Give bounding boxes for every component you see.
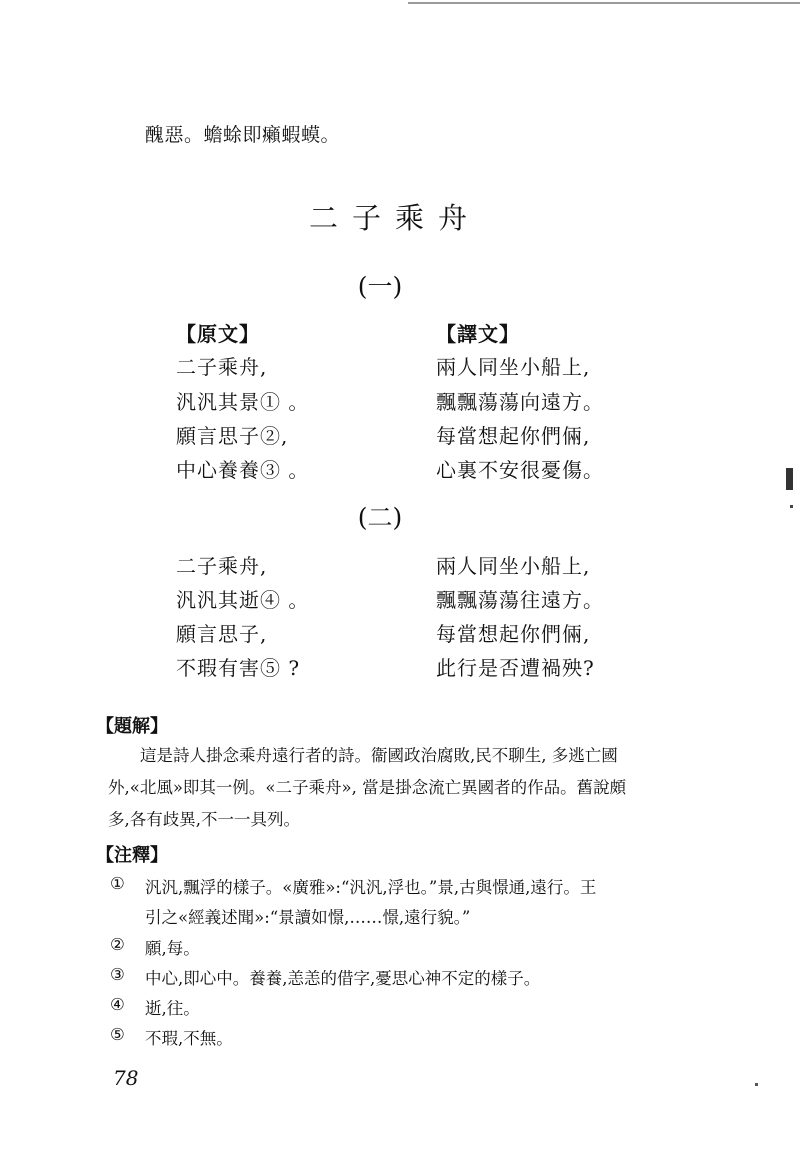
note-number: ⑤ — [110, 1025, 125, 1044]
poem-title: 二子乘舟 — [308, 201, 481, 235]
part2-translation-line: 兩人同坐小船上, — [436, 554, 591, 578]
analysis-line: 這是詩人掛念乘舟遠行者的詩。衞國政治腐敗,民不聊生, 多逃亡國 — [140, 746, 618, 765]
part1-translation-line: 每當想起你們倆, — [436, 424, 591, 448]
note-number: ① — [110, 874, 125, 893]
note-number: ② — [110, 935, 125, 954]
analysis-line: 外,«北風»即其一例。«二子乘舟», 當是掛念流亡異國者的作品。舊說頗 — [108, 778, 627, 797]
part1-translation-line: 飄飄蕩蕩向遠方。 — [436, 390, 604, 414]
note-text: 不瑕,不無。 — [145, 1029, 233, 1048]
part1-translation-line: 兩人同坐小船上, — [436, 355, 591, 379]
top-rule — [408, 2, 800, 4]
part1-original-line: 中心養養③ 。 — [176, 458, 310, 482]
page-number: 78 — [113, 1066, 139, 1090]
part2-original-line: 願言思子, — [176, 622, 268, 646]
part1-original-line: 汎汎其景① 。 — [176, 390, 310, 414]
note-text: 逝,往。 — [145, 999, 200, 1018]
part2-original-line: 汎汎其逝④ 。 — [176, 588, 310, 612]
analysis-heading: 【題解】 — [96, 716, 168, 737]
notes-heading: 【注釋】 — [96, 845, 168, 866]
note-number: ④ — [110, 995, 125, 1014]
note-number: ③ — [110, 965, 125, 984]
part2-original-line: 二子乘舟, — [176, 554, 268, 578]
note-text: 汎汎,飄浮的樣子。«廣雅»:“汎汎,浮也。”景,古與憬通,遠行。王 — [145, 878, 597, 897]
analysis-line: 多,各有歧異,不一一具列。 — [108, 810, 300, 829]
part2-original-line: 不瑕有害⑤ ? — [176, 656, 301, 680]
part1-original-line: 願言思子②, — [176, 424, 289, 448]
part1-translation-line: 心裏不安很憂傷。 — [436, 458, 604, 482]
intro-line: 醜惡。蟾蜍即癩蝦蟆。 — [145, 124, 341, 146]
margin-mark — [786, 468, 793, 490]
note-text: 引之«經義述聞»:“景讀如憬,……憬,遠行貌。” — [145, 908, 471, 927]
part1-label: (一) — [357, 272, 403, 301]
part1-original-line: 二子乘舟, — [176, 355, 268, 379]
translation-header: 【譯文】 — [436, 322, 520, 346]
part2-translation-line: 飄飄蕩蕩往遠方。 — [436, 588, 604, 612]
part2-translation-line: 每當想起你們倆, — [436, 622, 591, 646]
margin-dot — [755, 1083, 758, 1086]
note-text: 願,每。 — [145, 939, 200, 958]
part2-translation-line: 此行是否遭禍殃? — [436, 656, 595, 680]
original-header: 【原文】 — [176, 322, 260, 346]
margin-dot — [790, 505, 793, 508]
note-text: 中心,即心中。養養,恙恙的借字,憂思心神不定的樣子。 — [145, 969, 541, 988]
part2-label: (二) — [357, 503, 403, 532]
